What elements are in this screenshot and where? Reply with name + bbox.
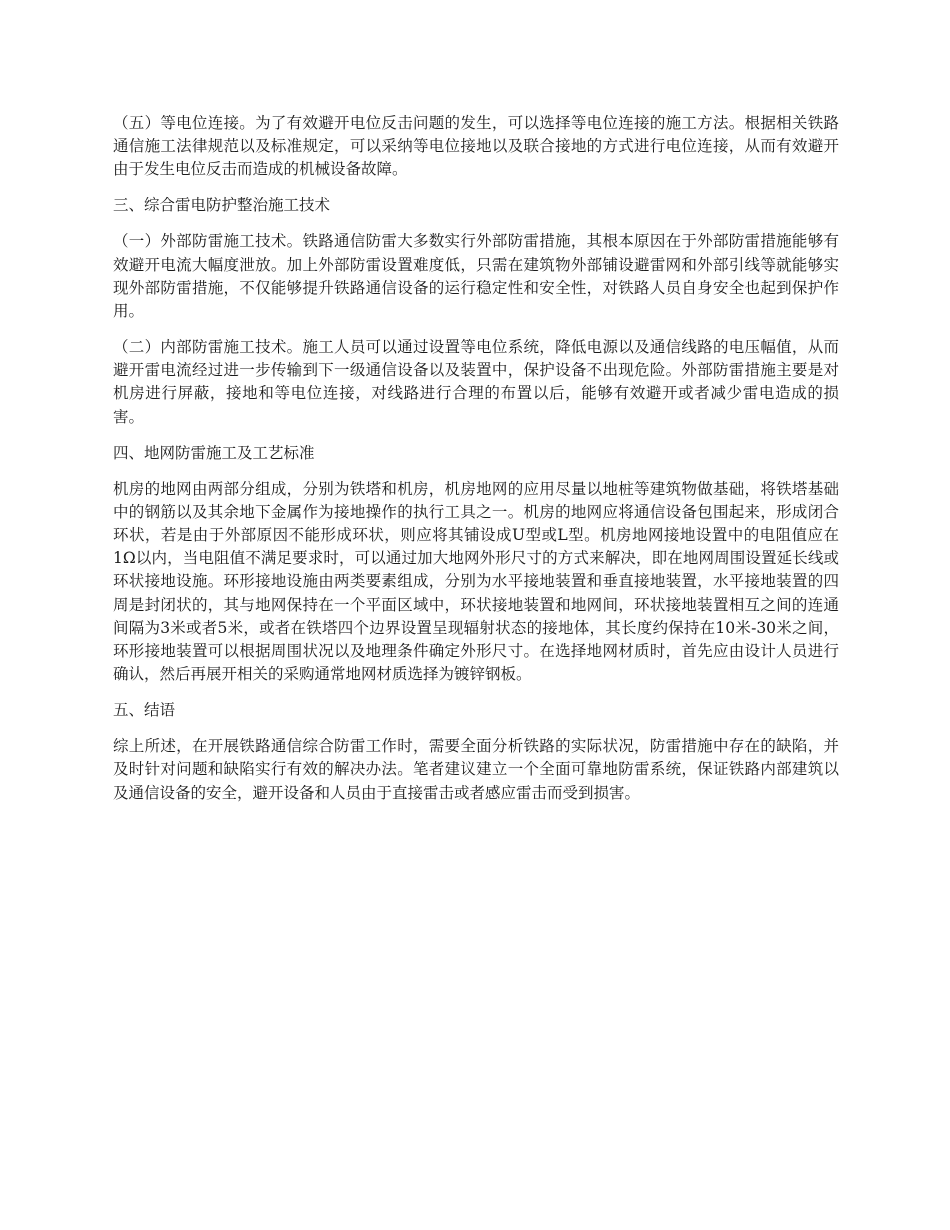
document-body	[113, 112, 839, 818]
paragraph-conclusion: 综上所述，在开展铁路通信综合防雷工作时，需要全面分析铁路的实际状况，防雷措施中存在的缺陷，并及时针对问题和缺陷实行有效的解决办法。笔者建议建立一个全面可靠地防雷系统，保证铁路内部建筑以及通信设备的安全，避开设备和人员由于直接雷击或者感应雷击而受到损害。	[113, 737, 839, 802]
paragraph-external-lightning-protection: （一）外部防雷施工技术。铁路通信防雷大多数实行外部防雷措施，其根本原因在于外部防雷措施能够有效避开电流大幅度泄放。加上外部防雷设置难度低，只需在建筑物外部铺设避雷网和外部引线等就能够实现外部防雷措施，不仅能够提升铁路通信设备的运行稳定性和安全性，对铁路人员自身安全也起到保护作用。	[113, 232, 839, 321]
paragraph-ground-grid-details: 机房的地网由两部分组成，分别为铁塔和机房，机房地网的应用尽量以地桩等建筑物做基础，将铁塔基础中的钢筋以及其余地下金属作为接地操作的执行工具之一。机房的地网应将通信设备包围起来，形成闭合环状，若是由于外部原因不能形成环状，则应将其铺设成U型或L型。机房地网接地设置中的电阻值应在1Ω以内，当电阻值不满足要求时，可以通过加大地网外形尺寸的方式来解决，即在地网周围设置延长线或环状接地设施。环形接地设施由两类要素组成，分别为水平接地装置和垂直接地装置，水平接地装置的四周是封闭状的，其与地网保持在一个平面区域中，环状接地装置和地网间，环状接地装置相互之间的连通间隔为3米或者5米，或者在铁塔四个边界设置呈现辐射状态的接地体，其长度约保持在10米-30米之间，环形接地装置可以根据周围状况以及地理条件确定外形尺寸。在选择地网材质时，首先应由设计人员进行确认，然后再展开相关的采购通常地网材质选择为镀锌钢板。	[113, 479, 839, 684]
paragraph-equipotential-bonding: （五）等电位连接。为了有效避开电位反击问题的发生，可以选择等电位连接的施工方法。根据相关铁路通信施工法律规范以及标准规定，可以采纳等电位接地以及联合接地的方式进行电位连接，从而有效避开由于发生电位反击而造成的机械设备故障。	[113, 114, 839, 179]
paragraph-internal-lightning-protection: （二）内部防雷施工技术。施工人员可以通过设置等电位系统，降低电源以及通信线路的电压幅值，从而避开雷电流经过进一步传输到下一级通信设备以及装置中，保护设备不出现危险。外部防雷措施主要是对机房进行屏蔽，接地和等电位连接，对线路进行合理的布置以后，能够有效避开或者减少雷电造成的损害。	[113, 338, 839, 426]
section-heading-conclusion: 五、结语	[113, 701, 176, 720]
section-heading-comprehensive-lightning-protection: 三、综合雷电防护整治施工技术	[113, 196, 331, 215]
section-heading-ground-grid: 四、地网防雷施工及工艺标准	[113, 443, 315, 462]
